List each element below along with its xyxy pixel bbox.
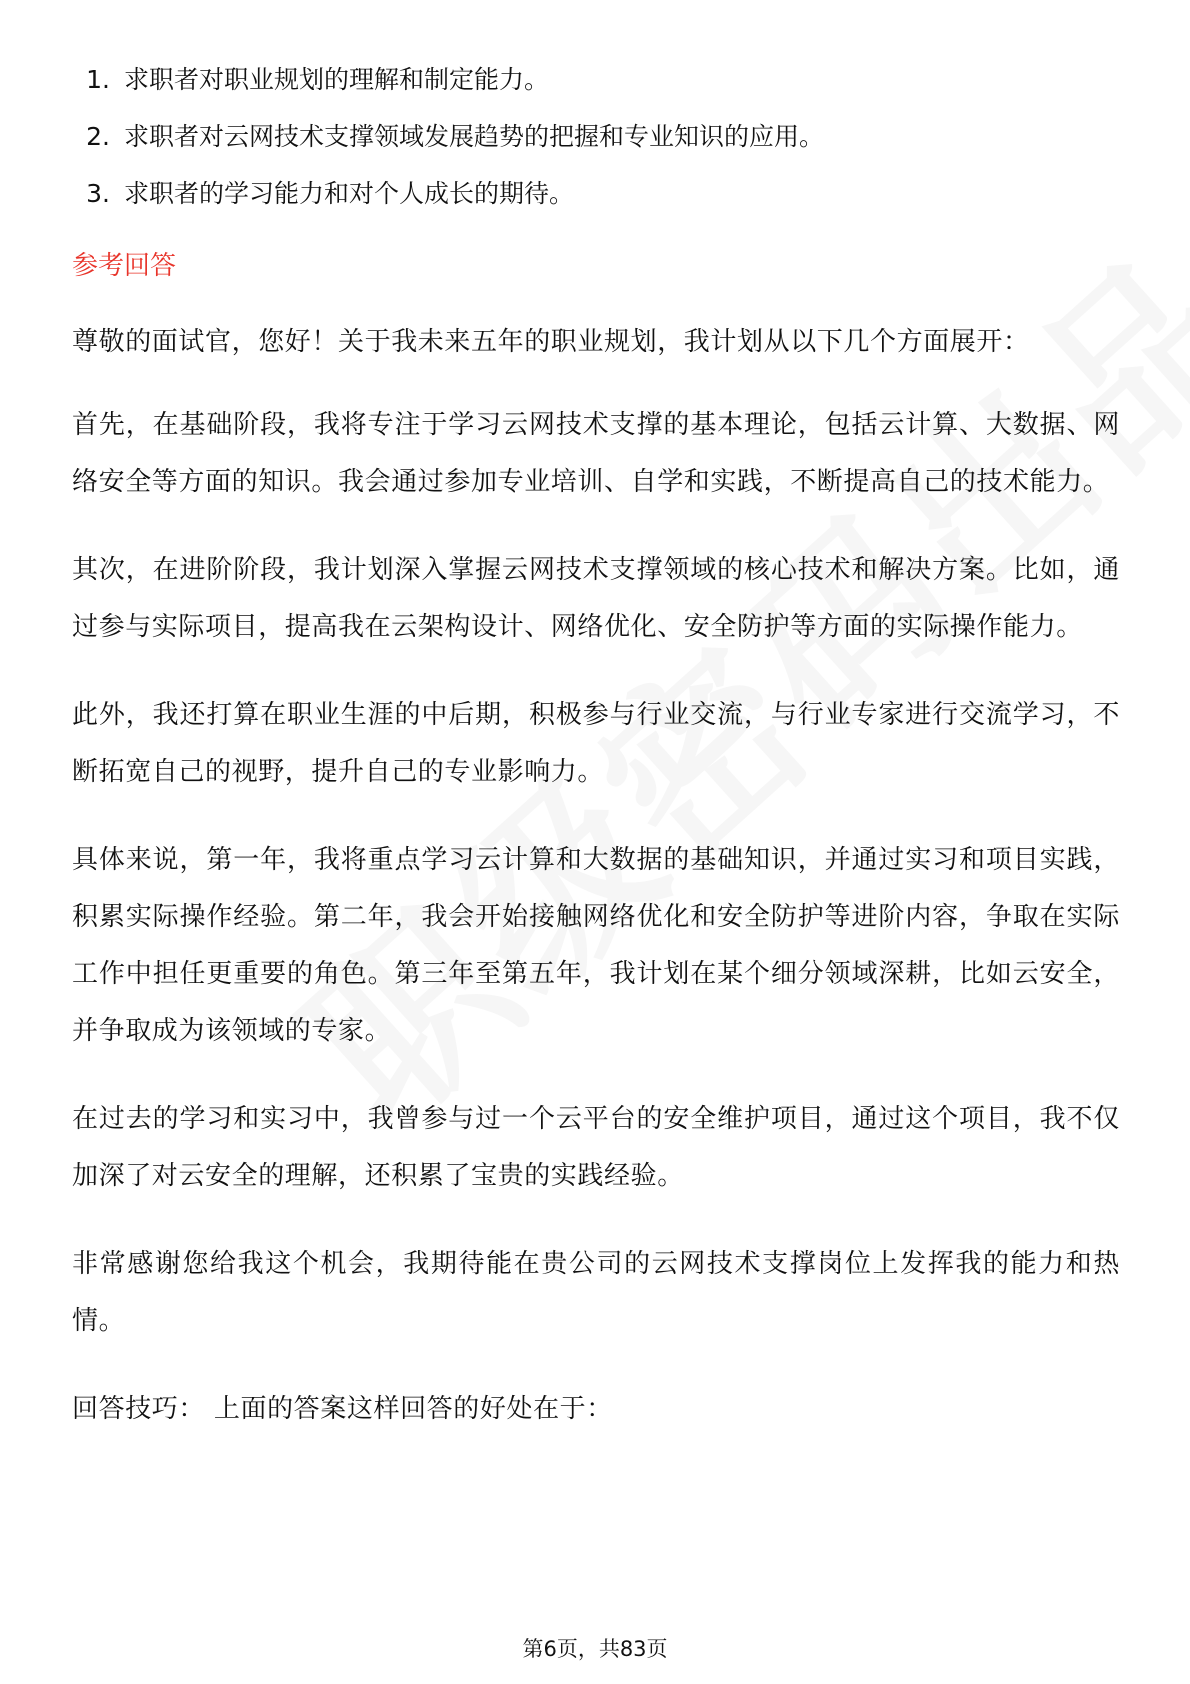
paragraph-experience: 在过去的学习和实习中，我曾参与过一个云平台的安全维护项目，通过这个项目，我不仅加深了对云安全的理解，还积累了宝贵的实践经验。: [72, 1104, 1120, 1191]
list-item: [72, 176, 1120, 212]
paragraph-advanced-stage: 其次，在进阶阶段，我计划深入掌握云网技术支撑领域的核心技术和解决方案。比如，通过参与实际项目，提高我在云架构设计、网络优化、安全防护等方面的实际操作能力。: [72, 555, 1120, 642]
page-number: 第6页，共83页: [522, 1637, 668, 1661]
list-number: 2.: [86, 122, 110, 151]
criteria-list: [72, 62, 1120, 212]
paragraph-greeting: 尊敬的面试官，您好！关于我未来五年的职业规划，我计划从以下几个方面展开：: [72, 327, 1030, 357]
page-content: [72, 62, 1120, 1469]
list-item: [72, 119, 1120, 155]
list-number: 1.: [86, 65, 110, 94]
paragraph-yearly-plan: 具体来说，第一年，我将重点学习云计算和大数据的基础知识，并通过实习和项目实践，积累实际操作经验。第二年，我会开始接触网络优化和安全防护等进阶内容，争取在实际工作中担任更重要的角色。第三年至第五年，我计划在某个细分领域深耕，比如云安全，并争取成为该领域的专家。: [72, 845, 1120, 1046]
list-item-text: 求职者的学习能力和对个人成长的期待。: [124, 179, 575, 208]
list-item-text: 求职者对云网技术支撑领域发展趋势的把握和专业知识的应用。: [124, 122, 825, 151]
list-item-text: 求职者对职业规划的理解和制定能力。: [124, 65, 550, 94]
paragraph-thanks: 非常感谢您给我这个机会，我期待能在贵公司的云网技术支撑岗位上发挥我的能力和热情。: [72, 1249, 1120, 1336]
list-item: [72, 62, 1120, 98]
paragraph-tips: 回答技巧： 上面的答案这样回答的好处在于：: [72, 1394, 613, 1424]
list-number: 3.: [86, 179, 110, 208]
paragraph-first-stage: 首先，在基础阶段，我将专注于学习云网技术支撑的基本理论，包括云计算、大数据、网络安全等方面的知识。我会通过参加专业培训、自学和实践，不断提高自己的技术能力。: [72, 410, 1120, 497]
paragraph-later-career: 此外，我还打算在职业生涯的中后期，积极参与行业交流，与行业专家进行交流学习，不断拓宽自己的视野，提升自己的专业影响力。: [72, 700, 1120, 787]
section-heading: 参考回答: [72, 251, 177, 281]
